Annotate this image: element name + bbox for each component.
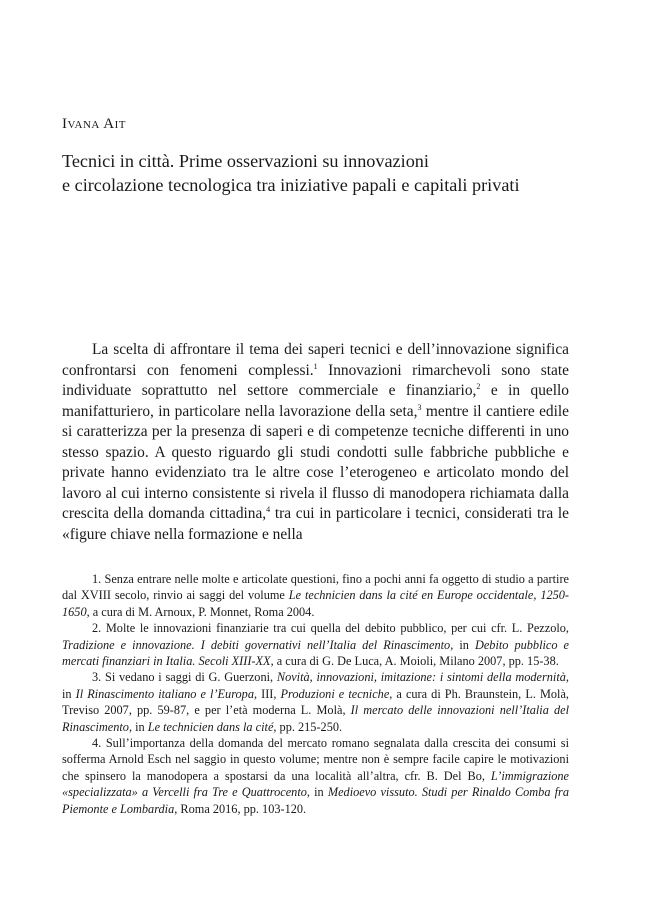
footnote-1 [62,571,569,620]
footnote-3 [62,669,569,735]
footnote-ref-2: 2 [476,381,481,391]
footnote-italic: Tradizione e innovazione. I debiti governativi nell’Italia del Rinascimento [62,637,451,652]
footnote-text: , Roma 2016, pp. 103-120. [174,801,307,816]
footnote-italic: Le technicien dans la cité [147,719,274,734]
footnote-italic: Produzioni e tecniche [280,686,390,701]
footnote-text: , a cura di G. De Luca, A. Moioli, Milano 2007, pp. 15-38. [270,654,559,669]
author-name: Ivana Ait [62,116,126,132]
footnote-ref-1: 1 [313,361,318,371]
footnote-text: , in [450,637,475,652]
footnote-text: , in [306,785,328,800]
body-text: e in quello manifatturiero, in particolare nella lavorazione della seta, [62,382,569,420]
footnote-italic: Medioevo vissuto. Studi per Rinaldo Comba fra Piemonte e Lombardia [62,785,569,816]
footnote-4 [62,735,569,817]
body-text: Innovazioni rimarchevoli sono state individuate soprattutto nel settore commerciale e finanziario, [62,361,569,399]
body-paragraph [62,340,569,545]
footnote-text: , a cura di Ph. Braunstein, L. Molà, Treviso 2007, pp. 59-87, e per l’età moderna L. Molà, [62,686,569,718]
footnote-text: , a cura di M. Arnoux, P. Monnet, Roma 2004. [86,604,315,619]
footnote-ref-4: 4 [266,504,271,514]
footnote-ref-3: 3 [417,402,422,412]
title-line-2: e circolazione tecnologica tra iniziative papali e capitali privati [62,175,520,195]
footnote-italic: L’immigrazione «specializzata» a Vercelli fra Tre e Quattrocento [62,768,569,800]
footnote-italic: Il mercato delle innovazioni nell’Italia del Rinascimento [62,703,569,734]
footnote-text: , III, [253,686,281,701]
body-text: La scelta di affrontare il tema dei saperi tecnici e dell’innovazione significa confrontarsi con fenomeni complessi. [62,341,569,379]
body-text: mentre il cantiere edile si caratterizza per la presenza di saperi e di competenze tecniche differenti in uno stesso spazio. A questo riguardo gli studi condotti sulle fabbriche pubbliche e private hanno evidenziato tra le altre cose l’eterogeneo e articolato mondo del lavoro al cui interno consistente si rivela il flusso di manodopera richiamata dalla crescita della domanda cittadina, [62,402,570,522]
footnote-text: 4. Sull’importanza della domanda del mercato romano segnalata dalla crescita dei consumi si sofferma Arnold Esch nel saggio in questo volume; mentre non è sempre facile capire le motivazioni che spinsero la manodopera a spostarsi da una località all’altra, cfr. B. Del Bo, [62,736,569,783]
body-text: tra cui in particolare i tecnici, considerati tra le «figure chiave nella formazione e nella [62,505,569,543]
footnote-italic: Il Rinascimento italiano e l’Europa [75,686,254,701]
footnote-text: , in [62,670,569,701]
footnote-text: , in [128,719,148,734]
title-line-1: Tecnici in città. Prime osservazioni su innovazioni [62,151,429,171]
footnote-text: 3. Si vedano i saggi di G. Guerzoni, [92,670,277,685]
footnotes [62,571,569,817]
article-title [62,149,602,197]
footnote-2 [62,620,569,669]
footnote-italic: Le technicien dans la cité en Europe occidentale, 1250-1650 [62,588,570,619]
footnote-italic: Novità, innovazioni, imitazione: i sintomi della modernità [276,670,566,685]
footnote-text: 2. Molte le innovazioni finanziarie tra cui quella del debito pubblico, per cui cfr. L. Pezzolo, [92,621,569,636]
footnote-italic: Debito pubblico e mercati finanziari in Italia. Secoli XIII-XX [62,637,570,669]
footnote-text: 1. Senza entrare nelle molte e articolate questioni, fino a pochi anni fa oggetto di studio a partire dal XVIII secolo, rinvio ai saggi del volume [62,572,569,603]
footnote-text: , pp. 215-250. [273,719,343,734]
